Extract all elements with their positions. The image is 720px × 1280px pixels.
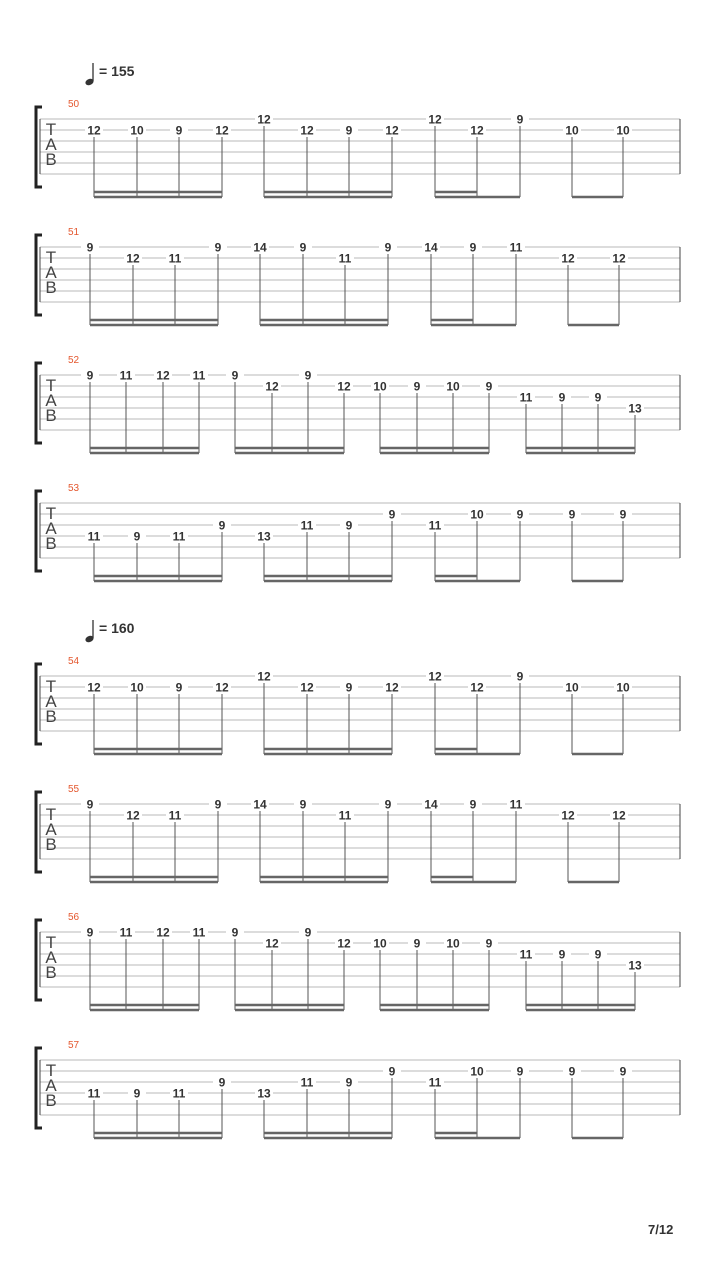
fret-number: 9 [516,507,524,522]
fret-number: 10 [446,379,460,394]
fret-number: 9 [304,925,312,940]
tempo-value: = 155 [99,63,135,79]
fret-number: 10 [373,936,387,951]
tab-staff-svg [0,652,720,762]
tab-clef-b: B [45,534,57,553]
fret-number: 11 [119,368,133,383]
fret-number: 12 [215,680,229,695]
fret-number: 9 [594,390,602,405]
fret-number: 11 [172,1086,186,1101]
fret-number: 9 [388,1064,396,1079]
fret-number: 9 [469,797,477,812]
measure-number: 51 [68,227,80,238]
fret-number: 9 [86,925,94,940]
fret-number: 9 [299,240,307,255]
fret-number: 11 [428,518,442,533]
fret-number: 9 [133,1086,141,1101]
tab-staff-svg [0,479,720,589]
fret-number: 11 [119,925,133,940]
fret-number: 10 [446,936,460,951]
fret-number: 9 [304,368,312,383]
fret-number: 11 [338,808,352,823]
fret-number: 9 [133,529,141,544]
fret-number: 12 [561,251,575,266]
fret-number: 9 [86,240,94,255]
fret-number: 9 [568,507,576,522]
measure-number: 52 [68,355,80,366]
tab-system-57 [0,1036,720,1146]
fret-number: 12 [300,123,314,138]
tab-clef-t: T [45,1061,57,1080]
tab-clef-t: T [45,376,57,395]
fret-number: 10 [616,680,630,695]
fret-number: 11 [300,518,314,533]
fret-number: 10 [470,507,484,522]
fret-number: 10 [130,123,144,138]
fret-number: 9 [516,112,524,127]
fret-number: 9 [345,680,353,695]
fret-number: 12 [257,112,271,127]
tab-clef-b: B [45,278,57,297]
tab-clef-t: T [45,677,57,696]
fret-number: 9 [388,507,396,522]
tab-clef-a: A [45,519,57,538]
fret-number: 9 [619,1064,627,1079]
fret-number: 14 [424,797,438,812]
fret-number: 9 [218,518,226,533]
tab-clef-b: B [45,835,57,854]
fret-number: 12 [428,112,442,127]
fret-number: 12 [87,680,101,695]
fret-number: 10 [373,379,387,394]
tab-clef-a: A [45,391,57,410]
fret-number: 10 [130,680,144,695]
fret-number: 9 [413,936,421,951]
fret-number: 11 [172,529,186,544]
fret-number: 9 [231,925,239,940]
fret-number: 10 [565,680,579,695]
fret-number: 10 [565,123,579,138]
tab-system-55 [0,780,720,890]
fret-number: 14 [424,240,438,255]
quarter-note-icon [84,619,98,643]
tab-clef-a: A [45,135,57,154]
measure-number: 57 [68,1040,80,1051]
fret-number: 9 [175,123,183,138]
fret-number: 12 [126,808,140,823]
tab-system-53 [0,479,720,589]
fret-number: 9 [558,390,566,405]
tab-clef-b: B [45,150,57,169]
fret-number: 11 [509,240,523,255]
fret-number: 9 [218,1075,226,1090]
tab-clef-b: B [45,1091,57,1110]
measure-number: 53 [68,483,80,494]
fret-number: 9 [516,669,524,684]
tempo-value: = 160 [99,620,135,636]
tab-staff-svg [0,223,720,333]
fret-number: 14 [253,797,267,812]
fret-number: 9 [384,240,392,255]
fret-number: 12 [337,379,351,394]
fret-number: 9 [175,680,183,695]
fret-number: 12 [300,680,314,695]
fret-number: 9 [86,368,94,383]
fret-number: 9 [558,947,566,962]
measure-number: 56 [68,912,80,923]
fret-number: 12 [257,669,271,684]
fret-number: 9 [345,123,353,138]
tab-system-56 [0,908,720,1018]
fret-number: 10 [470,1064,484,1079]
tab-clef-b: B [45,963,57,982]
fret-number: 14 [253,240,267,255]
fret-number: 12 [337,936,351,951]
quarter-note-icon [84,62,98,86]
fret-number: 9 [214,797,222,812]
tab-system-54 [0,652,720,762]
fret-number: 12 [126,251,140,266]
tab-staff-svg [0,908,720,1018]
fret-number: 9 [214,240,222,255]
tab-clef-t: T [45,933,57,952]
tab-clef-a: A [45,820,57,839]
fret-number: 11 [428,1075,442,1090]
fret-number: 9 [345,518,353,533]
fret-number: 12 [156,925,170,940]
tab-staff-svg [0,351,720,461]
tab-clef-t: T [45,805,57,824]
page-number: 7/12 [648,1222,674,1237]
fret-number: 13 [257,1086,271,1101]
fret-number: 9 [86,797,94,812]
fret-number: 11 [300,1075,314,1090]
measure-number: 50 [68,99,80,110]
fret-number: 11 [192,368,206,383]
fret-number: 9 [594,947,602,962]
fret-number: 12 [428,669,442,684]
measure-number: 54 [68,656,80,667]
fret-number: 12 [265,936,279,951]
tab-clef-t: T [45,504,57,523]
fret-number: 12 [265,379,279,394]
measure-number: 55 [68,784,80,795]
fret-number: 12 [215,123,229,138]
tab-clef-b: B [45,707,57,726]
fret-number: 12 [612,251,626,266]
fret-number: 11 [338,251,352,266]
tab-system-51 [0,223,720,333]
tab-clef-t: T [45,248,57,267]
fret-number: 9 [485,936,493,951]
fret-number: 10 [616,123,630,138]
fret-number: 11 [519,390,533,405]
fret-number: 9 [231,368,239,383]
fret-number: 12 [156,368,170,383]
fret-number: 9 [469,240,477,255]
fret-number: 11 [168,251,182,266]
fret-number: 13 [628,401,642,416]
fret-number: 9 [568,1064,576,1079]
tab-system-50 [0,95,720,205]
fret-number: 9 [384,797,392,812]
fret-number: 12 [385,123,399,138]
fret-number: 12 [470,680,484,695]
fret-number: 9 [345,1075,353,1090]
tab-clef-a: A [45,692,57,711]
tab-staff-svg [0,95,720,205]
fret-number: 9 [619,507,627,522]
fret-number: 11 [192,925,206,940]
tab-clef-t: T [45,120,57,139]
fret-number: 12 [470,123,484,138]
fret-number: 12 [385,680,399,695]
fret-number: 11 [509,797,523,812]
fret-number: 11 [87,1086,101,1101]
fret-number: 12 [87,123,101,138]
fret-number: 13 [628,958,642,973]
fret-number: 9 [413,379,421,394]
fret-number: 11 [87,529,101,544]
fret-number: 13 [257,529,271,544]
fret-number: 12 [612,808,626,823]
fret-number: 9 [516,1064,524,1079]
fret-number: 9 [299,797,307,812]
tab-system-52 [0,351,720,461]
fret-number: 9 [485,379,493,394]
fret-number: 11 [168,808,182,823]
tab-clef-a: A [45,948,57,967]
tab-clef-a: A [45,263,57,282]
tab-clef-a: A [45,1076,57,1095]
fret-number: 11 [519,947,533,962]
tab-staff-svg [0,780,720,890]
tab-staff-svg [0,1036,720,1146]
tab-clef-b: B [45,406,57,425]
fret-number: 12 [561,808,575,823]
